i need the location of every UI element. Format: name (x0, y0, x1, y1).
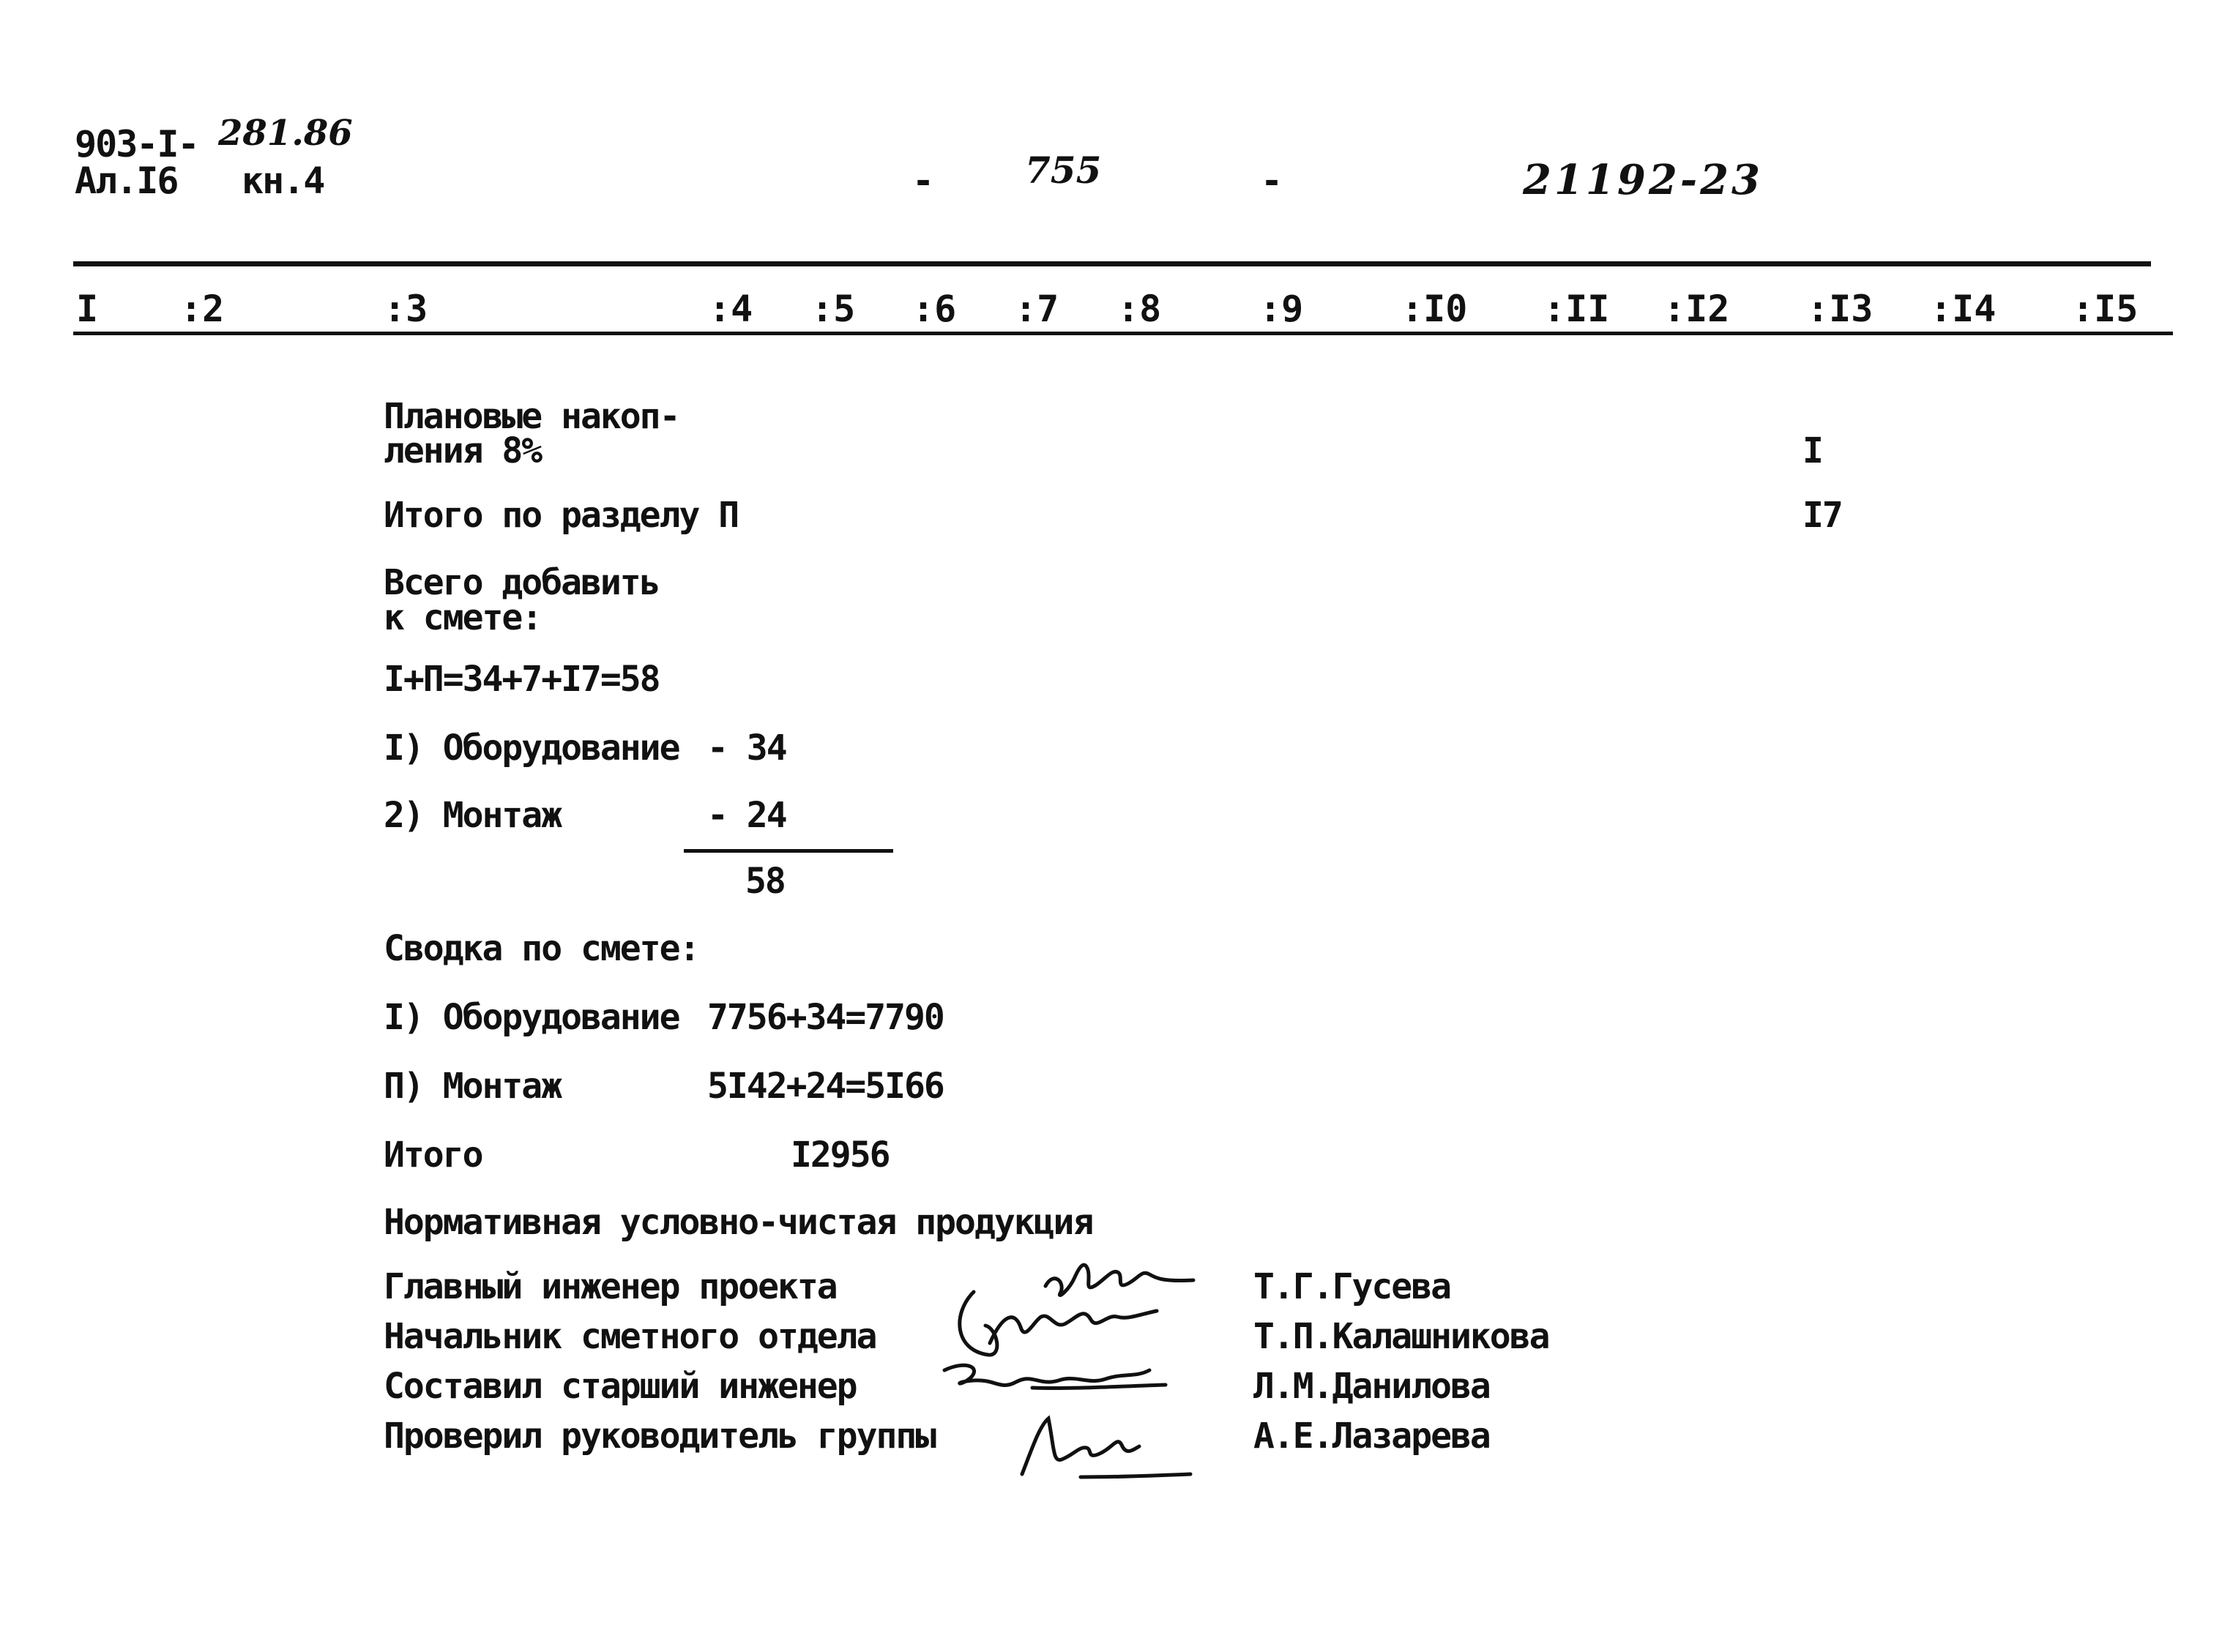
column-header-rule (73, 332, 2173, 335)
section-total-label: Итого по разделу П (384, 495, 739, 536)
signature-name-senior-engineer: Л.М.Данилова (1253, 1366, 1490, 1407)
add-formula: I+П=34+7+I7=58 (384, 659, 660, 700)
page-number: 755 (1025, 149, 1102, 192)
top-rule (73, 261, 2151, 266)
summary-total-label: Итого (384, 1135, 482, 1176)
sum-underline (684, 849, 893, 853)
summary-mounting-label: П) Монтаж (384, 1066, 562, 1107)
column-header-12: :I2 (1663, 288, 1730, 330)
signature-role-group-leader: Проверил руководитель группы (384, 1416, 936, 1457)
column-header-8: :8 (1117, 288, 1162, 330)
document-code: 21192-23 (1523, 156, 1763, 204)
planned-savings-line-1: Плановые накоп- (384, 396, 679, 437)
sum-value: 58 (745, 861, 785, 902)
column-header-3: :3 (384, 288, 428, 330)
planned-savings-value: I (1802, 430, 1822, 471)
equipment-add-value: - 34 (707, 728, 786, 769)
column-header-11: :II (1543, 288, 1610, 330)
column-header-6: :6 (912, 288, 957, 330)
column-header-9: :9 (1259, 288, 1304, 330)
summary-total-value: I2956 (791, 1135, 890, 1176)
series-prefix: 903-I- (75, 123, 198, 165)
summary-mounting-value: 5I42+24=5I66 (707, 1066, 944, 1107)
column-header-5: :5 (811, 288, 856, 330)
signature-role-estimate-head: Начальник сметного отдела (384, 1316, 876, 1357)
normative-product-label: Нормативная условно-чистая продукция (384, 1202, 1093, 1243)
signature-name-estimate-head: Т.П.Калашникова (1253, 1316, 1549, 1357)
book-label: кн.4 (242, 160, 324, 202)
signature-role-chief-engineer: Главный инженер проекта (384, 1266, 837, 1307)
mounting-add-label: 2) Монтаж (384, 795, 562, 836)
series-number: 281.86 (218, 113, 353, 154)
column-header-14: :I4 (1930, 288, 1997, 330)
column-header-2: :2 (180, 288, 225, 330)
signature-name-group-leader: А.Е.Лазарева (1253, 1416, 1490, 1457)
column-header-1: I (76, 288, 99, 330)
signature-mark-senior-engineer (930, 1353, 1179, 1404)
column-header-4: :4 (709, 288, 753, 330)
summary-title: Сводка по смете: (384, 928, 699, 969)
column-header-7: :7 (1015, 288, 1059, 330)
section-total-value: I7 (1802, 495, 1842, 536)
summary-equipment-value: 7756+34=7790 (707, 997, 944, 1038)
column-header-10: :I0 (1401, 288, 1468, 330)
mounting-add-value: - 24 (707, 795, 786, 836)
signature-mark-group-leader (1010, 1404, 1201, 1484)
album-label: Ал.I6 (75, 160, 178, 202)
summary-equipment-label: I) Оборудование (384, 997, 679, 1038)
add-total-line-2: к смете: (384, 597, 542, 638)
signature-name-chief-engineer: Т.Г.Гусева (1253, 1266, 1450, 1307)
header-dash-b: - (1261, 160, 1282, 202)
signature-role-senior-engineer: Составил старший инженер (384, 1366, 857, 1407)
planned-savings-line-2: ления 8% (384, 430, 542, 471)
add-total-line-1: Всего добавить (384, 562, 660, 603)
column-header-13: :I3 (1807, 288, 1874, 330)
header-dash-a: - (912, 160, 933, 202)
equipment-add-label: I) Оборудование (384, 728, 679, 769)
column-header-15: :I5 (2072, 288, 2139, 330)
